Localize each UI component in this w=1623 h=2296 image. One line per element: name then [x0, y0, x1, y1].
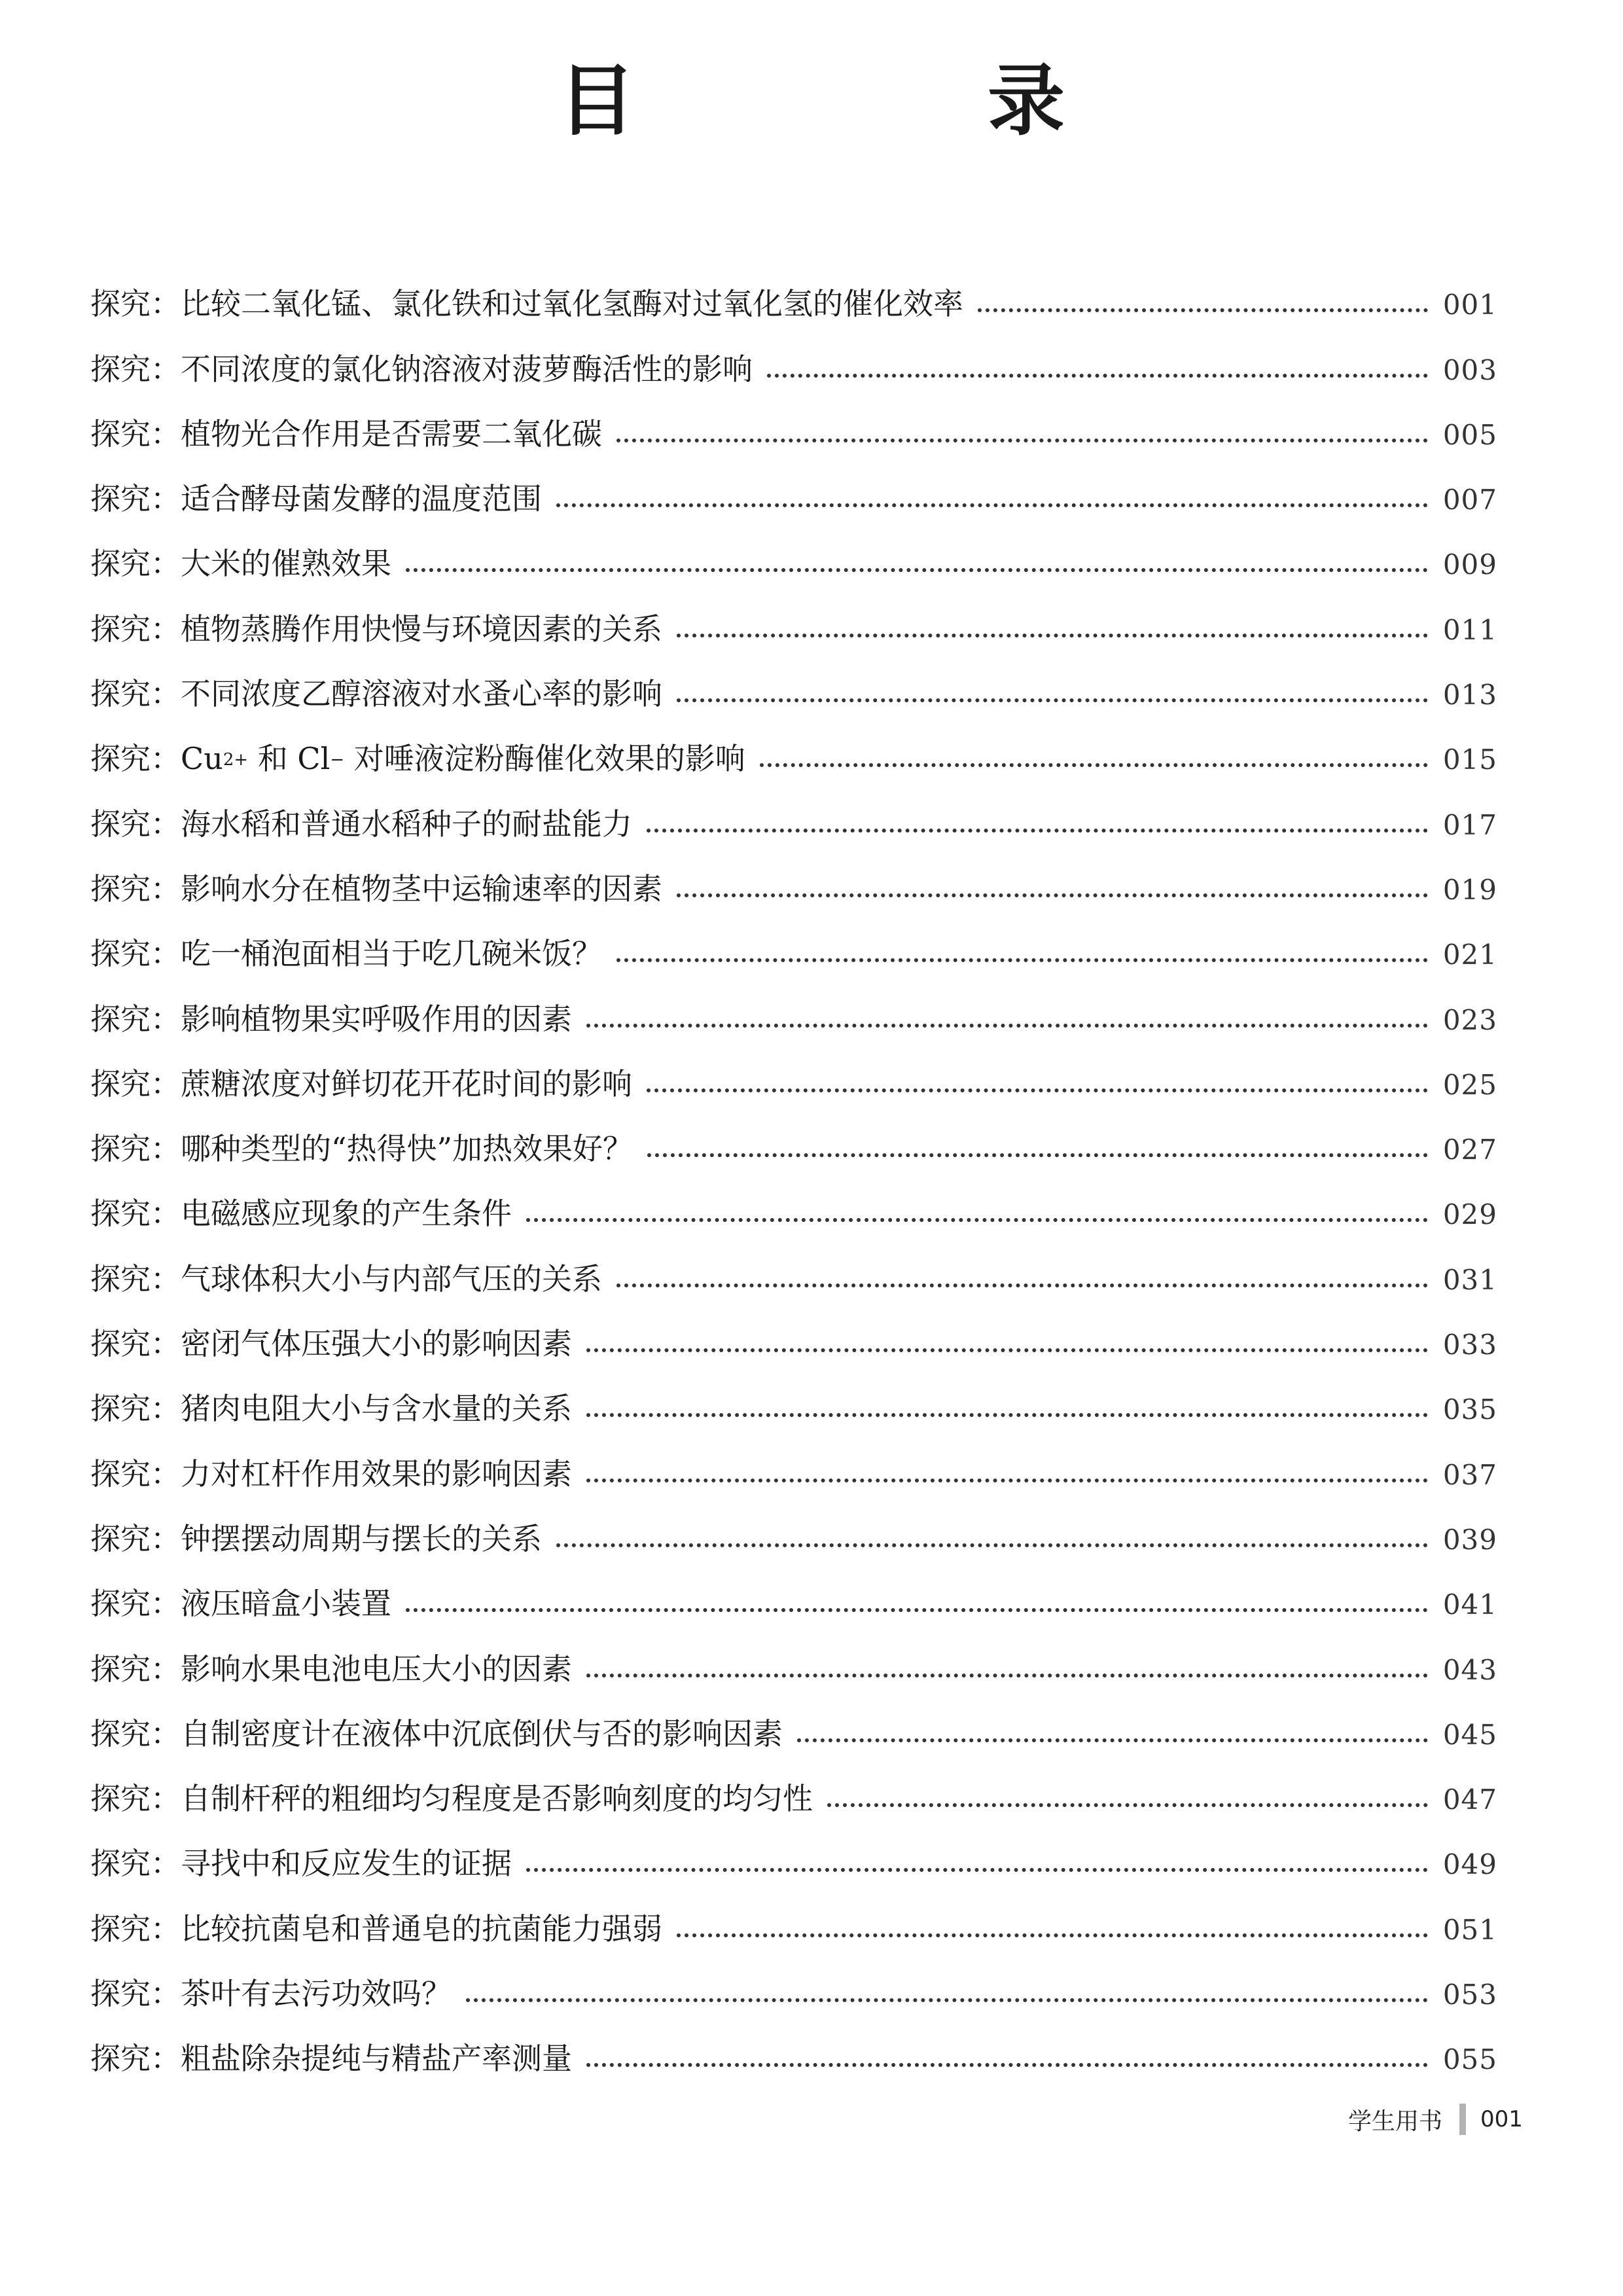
toc-entry-title: 哪种类型的“热得快”加热效果好？ — [181, 1131, 633, 1167]
toc-entry-prefix: 探究： — [90, 1846, 181, 1882]
toc-entry-prefix: 探究： — [90, 286, 181, 322]
toc-entry[interactable] — [90, 839, 1497, 904]
toc-entry-prefix: 探究： — [90, 1715, 181, 1751]
footer-divider — [1459, 2104, 1466, 2135]
toc-entry-page: 053 — [1442, 1979, 1497, 2011]
toc-entry-title: 液压暗盒小装置 — [181, 1586, 391, 1622]
toc-dot-leader — [526, 1218, 1428, 1222]
toc-dot-leader — [586, 1674, 1428, 1677]
toc-entry-page: 027 — [1442, 1134, 1497, 1166]
toc-dot-leader — [677, 698, 1428, 702]
toc-entry-prefix: 探究： — [90, 546, 181, 582]
toc-entry-prefix: 探究： — [90, 1391, 181, 1427]
toc-entry[interactable] — [90, 1099, 1497, 1167]
toc-entry-title: 密闭气体压强大小的影响因素 — [181, 1326, 572, 1362]
toc-entry-page: 025 — [1442, 1068, 1497, 1101]
toc-entry-page: 007 — [1442, 484, 1497, 516]
toc-entry-page: 039 — [1442, 1523, 1497, 1556]
toc-entry-page: 001 — [1442, 289, 1497, 321]
toc-entry-prefix: 探究： — [90, 2041, 181, 2077]
toc-entry-page: 005 — [1442, 418, 1497, 451]
toc-entry[interactable] — [90, 1229, 1497, 1297]
toc-entry-page: 021 — [1442, 939, 1497, 971]
toc-entry-page: 041 — [1442, 1588, 1497, 1621]
toc-dot-leader — [586, 1348, 1428, 1352]
toc-entry-page: 019 — [1442, 873, 1497, 906]
toc-entry-page: 033 — [1442, 1329, 1497, 1361]
toc-entry-prefix: 探究： — [90, 1196, 181, 1232]
toc-entry-title: 大米的催熟效果 — [181, 546, 391, 582]
toc-entry[interactable] — [90, 1164, 1497, 1232]
toc-dot-leader — [616, 958, 1428, 962]
toc-entry-page: 049 — [1442, 1848, 1497, 1881]
toc-dot-leader — [406, 568, 1428, 572]
toc-entry-prefix: 探究： — [90, 481, 181, 517]
toc-entry[interactable] — [90, 254, 1497, 322]
toc-entry-prefix: 探究： — [90, 676, 181, 712]
page-footer — [1348, 2101, 1523, 2138]
toc-entry-page: 009 — [1442, 548, 1497, 581]
toc-entry-prefix: 探究： — [90, 1910, 181, 1946]
toc-entry-title: 粗盐除杂提纯与精盐产率测量 — [181, 2041, 572, 2077]
toc-entry-title: 力对杠杆作用效果的影响因素 — [181, 1456, 572, 1492]
toc-entry[interactable] — [90, 2009, 1497, 2077]
toc-dot-leader — [767, 374, 1428, 378]
ion-copper-symbol: Cu — [181, 741, 223, 777]
toc-entry-title: 比较二氧化锰、氯化铁和过氧化氢酶对过氧化氢的催化效率 — [181, 286, 963, 322]
toc-dot-leader — [677, 634, 1428, 637]
toc-entry-prefix: 探究： — [90, 1261, 181, 1297]
toc-entry-prefix: 探究： — [90, 1456, 181, 1492]
toc-entry[interactable] — [90, 1034, 1497, 1102]
toc-entry-prefix: 探究： — [90, 1781, 181, 1817]
toc-dot-leader — [406, 1608, 1428, 1612]
toc-entry[interactable] — [90, 1878, 1497, 1946]
toc-entry-title: 钟摆摆动周期与摆长的关系 — [181, 1520, 542, 1556]
toc-entry-page: 003 — [1442, 353, 1497, 386]
toc-entry[interactable] — [90, 774, 1497, 842]
toc-entry[interactable] — [90, 644, 1497, 712]
toc-entry-title: 影响水分在植物茎中运输速率的因素 — [181, 870, 662, 906]
toc-entry-prefix: 探究： — [90, 936, 181, 972]
toc-entry-page: 011 — [1442, 613, 1497, 646]
toc-dot-leader — [586, 1024, 1428, 1028]
toc-entry-title: 电磁感应现象的产生条件 — [181, 1196, 512, 1232]
toc-entry-prefix: 探究： — [90, 806, 181, 842]
toc-entry-page: 017 — [1442, 808, 1497, 841]
toc-entry[interactable] — [90, 1619, 1497, 1687]
toc-dot-leader — [760, 763, 1428, 767]
toc-entry[interactable] — [90, 449, 1497, 517]
toc-entry-title: 不同浓度的氯化钠溶液对菠萝酶活性的影响 — [181, 351, 753, 387]
toc-entry-page: 037 — [1442, 1458, 1497, 1491]
toc-entry-title: 自制密度计在液体中沉底倒伏与否的影响因素 — [181, 1715, 783, 1751]
toc-entry-title: 植物光合作用是否需要二氧化碳 — [181, 416, 602, 452]
toc-dot-leader — [677, 893, 1428, 897]
toc-dot-leader — [978, 308, 1428, 312]
ion-connector-text: 和 Cl — [248, 741, 330, 777]
toc-entry-title: 植物蒸腾作用快慢与环境因素的关系 — [181, 611, 662, 647]
toc-entry[interactable] — [90, 1554, 1497, 1622]
toc-entry[interactable] — [90, 1294, 1497, 1362]
toc-entry[interactable] — [90, 514, 1497, 582]
toc-entry-title: 影响植物果实呼吸作用的因素 — [181, 1001, 572, 1037]
toc-dot-leader — [586, 1479, 1428, 1482]
toc-entry-prefix: 探究： — [90, 1976, 181, 2012]
toc-entry-page: 015 — [1442, 744, 1497, 776]
toc-entry-title: 海水稻和普通水稻种子的耐盐能力 — [181, 806, 632, 842]
toc-entry[interactable] — [90, 384, 1497, 452]
toc-dot-leader — [647, 1088, 1428, 1092]
toc-entry-prefix: 探究： — [90, 741, 181, 777]
toc-entry-prefix: 探究： — [90, 1066, 181, 1102]
toc-entry-title: 寻找中和反应发生的证据 — [181, 1846, 512, 1882]
toc-dot-leader — [797, 1738, 1428, 1742]
toc-entry[interactable] — [90, 904, 1497, 972]
toc-dot-leader — [556, 503, 1428, 507]
toc-entry-title-rest: 对唾液淀粉酶催化效果的影响 — [344, 741, 745, 777]
toc-entry-page: 035 — [1442, 1393, 1497, 1426]
footer-book-label: 学生用书 — [1348, 2108, 1443, 2135]
toc-entry[interactable] — [90, 969, 1497, 1037]
toc-dot-leader — [616, 1283, 1428, 1287]
toc-entry-prefix: 探究： — [90, 1001, 181, 1037]
toc-entry-page: 031 — [1442, 1263, 1497, 1296]
toc-entry[interactable] — [90, 1944, 1497, 2012]
toc-dot-leader — [556, 1543, 1428, 1547]
ion-chloride-charge: − — [330, 750, 345, 770]
toc-entry[interactable] — [90, 709, 1497, 777]
toc-entry[interactable] — [90, 1684, 1497, 1749]
toc-entry-page: 023 — [1442, 1003, 1497, 1036]
toc-entry-prefix: 探究： — [90, 1131, 181, 1167]
toc-entry[interactable] — [90, 319, 1497, 387]
toc-dot-leader — [677, 1933, 1428, 1937]
toc-entry-page: 055 — [1442, 2043, 1497, 2076]
toc-entry-prefix: 探究： — [90, 1586, 181, 1622]
toc-entry-page: 013 — [1442, 679, 1497, 711]
toc-dot-leader — [647, 1153, 1428, 1157]
toc-entry[interactable] — [90, 1424, 1497, 1492]
toc-dot-leader — [827, 1803, 1428, 1807]
toc-dot-leader — [466, 1998, 1428, 2002]
toc-dot-leader — [647, 829, 1428, 833]
toc-entry-title: 影响水果电池电压大小的因素 — [181, 1651, 572, 1687]
toc-entry-prefix: 探究： — [90, 1651, 181, 1687]
toc-entry-title: 吃一桶泡面相当于吃几碗米饭？ — [181, 936, 602, 972]
toc-entry-title: 自制杆秤的粗细均匀程度是否影响刻度的均匀性 — [181, 1781, 813, 1817]
toc-entry-title: 蔗糖浓度对鲜切花开花时间的影响 — [181, 1066, 632, 1102]
page-title: 目 录 — [558, 56, 1202, 146]
toc-dot-leader — [616, 439, 1428, 442]
toc-entry-title: 猪肉电阻大小与含水量的关系 — [181, 1391, 572, 1427]
toc-entry[interactable] — [90, 1489, 1497, 1554]
toc-entry-page: 045 — [1442, 1718, 1497, 1751]
toc-entry-prefix: 探究： — [90, 416, 181, 452]
toc-entry-title: 比较抗菌皂和普通皂的抗菌能力强弱 — [181, 1910, 662, 1946]
toc-entry-prefix: 探究： — [90, 351, 181, 387]
toc-entry-title: 气球体积大小与内部气压的关系 — [181, 1261, 602, 1297]
toc-entry-prefix: 探究： — [90, 1326, 181, 1362]
toc-entry-page: 043 — [1442, 1653, 1497, 1686]
toc-entry-page: 047 — [1442, 1784, 1497, 1816]
toc-dot-leader — [526, 1868, 1428, 1872]
toc-entry[interactable] — [90, 1749, 1497, 1817]
toc-dot-leader — [586, 1413, 1428, 1417]
toc-entry-page: 051 — [1442, 1913, 1497, 1946]
toc-entry-prefix: 探究： — [90, 611, 181, 647]
toc-entry-title — [181, 741, 745, 777]
toc-entry-title: 茶叶有去污功效吗？ — [181, 1976, 452, 2012]
footer-page-number: 001 — [1480, 2106, 1523, 2132]
toc-entry[interactable] — [90, 579, 1497, 647]
toc-entry-prefix: 探究： — [90, 870, 181, 906]
toc-entry-page: 029 — [1442, 1198, 1497, 1231]
toc-entry[interactable] — [90, 1359, 1497, 1427]
toc-entry-title: 不同浓度乙醇溶液对水蚤心率的影响 — [181, 676, 662, 712]
toc-entry[interactable] — [90, 1814, 1497, 1882]
toc-entry-title: 适合酵母菌发酵的温度范围 — [181, 481, 542, 517]
ion-copper-charge: 2+ — [223, 750, 249, 770]
toc-entry-prefix: 探究： — [90, 1520, 181, 1556]
toc-dot-leader — [586, 2063, 1428, 2067]
table-of-contents — [90, 254, 1497, 2077]
